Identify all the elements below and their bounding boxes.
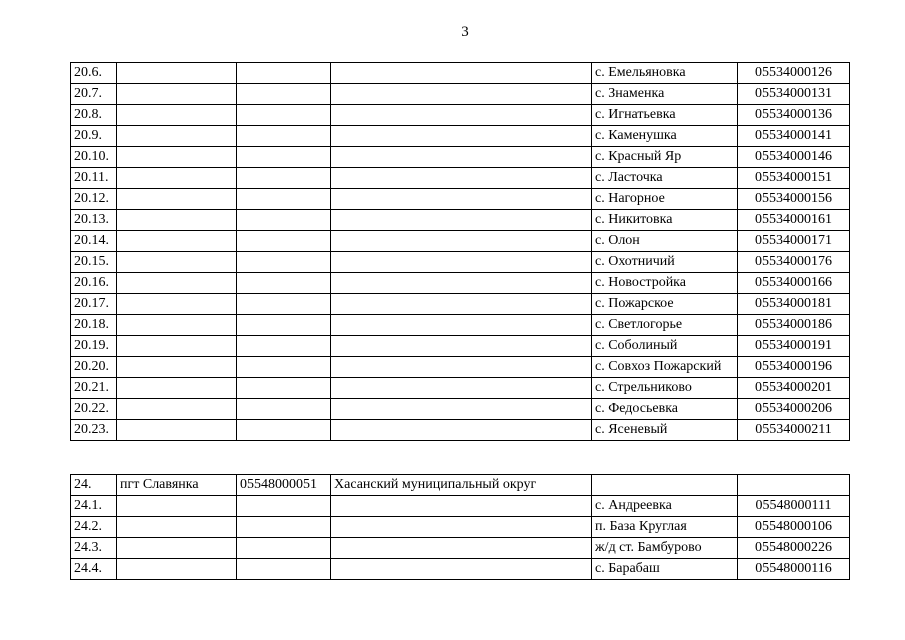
empty-cell [117,252,237,273]
row-number: 20.16. [71,273,117,294]
table-row [71,210,850,231]
empty-cell [738,475,850,496]
empty-cell [117,210,237,231]
settlement-name: с. Федосьевка [592,399,738,420]
empty-cell [331,126,592,147]
row-number: 20.6. [71,63,117,84]
empty-cell [331,517,592,538]
row-number: 20.20. [71,357,117,378]
settlement-name: с. Олон [592,231,738,252]
empty-cell [117,559,237,580]
empty-cell [331,168,592,189]
table-row [71,273,850,294]
table-row [71,84,850,105]
empty-cell [331,420,592,441]
empty-cell [331,84,592,105]
empty-cell [117,63,237,84]
settlement-name: с. Ясеневый [592,420,738,441]
row-number: 20.11. [71,168,117,189]
empty-cell [117,538,237,559]
empty-cell [331,252,592,273]
empty-cell [237,63,331,84]
settlement-name: с. Барабаш [592,559,738,580]
table-row [71,559,850,580]
table-row [71,168,850,189]
oktmo-code: 05534000181 [738,294,850,315]
oktmo-code: 05548000111 [738,496,850,517]
settlement-name: п. База Круглая [592,517,738,538]
empty-cell [331,210,592,231]
empty-cell [331,147,592,168]
oktmo-code: 05548000106 [738,517,850,538]
oktmo-code: 05534000141 [738,126,850,147]
settlement-name: с. Никитовка [592,210,738,231]
empty-cell [237,273,331,294]
empty-cell [237,496,331,517]
table-row [71,189,850,210]
empty-cell [237,84,331,105]
empty-cell [117,84,237,105]
row-number: 20.22. [71,399,117,420]
empty-cell [117,420,237,441]
oktmo-code: 05534000126 [738,63,850,84]
empty-cell [117,189,237,210]
empty-cell [331,231,592,252]
page-number: 3 [461,24,469,40]
table-row [71,105,850,126]
empty-cell [237,126,331,147]
empty-cell [237,210,331,231]
empty-cell [237,538,331,559]
table-row [71,63,850,84]
empty-cell [117,399,237,420]
empty-cell [331,273,592,294]
row-number: 20.21. [71,378,117,399]
settlement-name: с. Охотничий [592,252,738,273]
oktmo-code: 05534000176 [738,252,850,273]
empty-cell [117,126,237,147]
settlement-name: ж/д ст. Бамбурово [592,538,738,559]
settlement-name: с. Пожарское [592,294,738,315]
row-number: 20.7. [71,84,117,105]
oktmo-code: 05534000156 [738,189,850,210]
settlement-name: с. Совхоз Пожарский [592,357,738,378]
table-row [71,399,850,420]
settlement-name: с. Каменушка [592,126,738,147]
empty-cell [117,336,237,357]
empty-cell [331,336,592,357]
settlements-table-body [71,475,850,580]
empty-cell [331,378,592,399]
oktmo-code: 05548000116 [738,559,850,580]
oktmo-code: 05534000171 [738,231,850,252]
settlement-name: с. Емельяновка [592,63,738,84]
table-row [71,357,850,378]
row-number: 20.18. [71,315,117,336]
table-row [71,420,850,441]
empty-cell [331,189,592,210]
oktmo-code: 05534000196 [738,357,850,378]
oktmo-code: 05534000211 [738,420,850,441]
empty-cell [117,517,237,538]
empty-cell [331,559,592,580]
table-row [71,336,850,357]
oktmo-code: 05534000161 [738,210,850,231]
oktmo-code: 05534000201 [738,378,850,399]
settlement-name: с. Новостройка [592,273,738,294]
row-number: 20.10. [71,147,117,168]
settlements-table-district-20 [70,62,850,441]
empty-cell [237,336,331,357]
table-row [71,538,850,559]
empty-cell [237,168,331,189]
admin-center-name: пгт Славянка [117,475,237,496]
empty-cell [117,168,237,189]
empty-cell [237,315,331,336]
empty-cell [592,475,738,496]
row-number: 20.9. [71,126,117,147]
empty-cell [331,538,592,559]
district-header-row [71,475,850,496]
empty-cell [237,399,331,420]
settlements-table-body [71,63,850,441]
row-number: 24. [71,475,117,496]
oktmo-code: 05534000131 [738,84,850,105]
oktmo-code: 05548000226 [738,538,850,559]
empty-cell [237,294,331,315]
empty-cell [237,105,331,126]
empty-cell [237,378,331,399]
empty-cell [237,559,331,580]
table-row [71,496,850,517]
empty-cell [237,517,331,538]
settlement-name: с. Светлогорье [592,315,738,336]
settlement-name: с. Игнатьевка [592,105,738,126]
empty-cell [117,496,237,517]
oktmo-code: 05534000136 [738,105,850,126]
table-row [71,294,850,315]
settlement-name: с. Андреевка [592,496,738,517]
admin-center-code: 05548000051 [237,475,331,496]
empty-cell [331,315,592,336]
oktmo-code: 05534000166 [738,273,850,294]
row-number: 24.1. [71,496,117,517]
empty-cell [237,189,331,210]
empty-cell [331,294,592,315]
empty-cell [117,315,237,336]
empty-cell [237,147,331,168]
oktmo-code: 05534000191 [738,336,850,357]
row-number: 24.2. [71,517,117,538]
oktmo-code: 05534000186 [738,315,850,336]
empty-cell [331,63,592,84]
table-row [71,378,850,399]
row-number: 20.17. [71,294,117,315]
settlements-table-district-24 [70,474,850,580]
empty-cell [331,399,592,420]
empty-cell [117,378,237,399]
table-row [71,252,850,273]
table-row [71,126,850,147]
empty-cell [117,147,237,168]
settlement-name: с. Стрельниково [592,378,738,399]
empty-cell [117,273,237,294]
settlement-name: с. Соболиный [592,336,738,357]
empty-cell [117,294,237,315]
empty-cell [237,357,331,378]
table-row [71,517,850,538]
oktmo-code: 05534000206 [738,399,850,420]
district-name: Хасанский муниципальный округ [331,475,592,496]
row-number: 20.13. [71,210,117,231]
empty-cell [237,231,331,252]
empty-cell [331,357,592,378]
empty-cell [117,357,237,378]
empty-cell [331,496,592,517]
row-number: 24.4. [71,559,117,580]
settlement-name: с. Знаменка [592,84,738,105]
row-number: 20.12. [71,189,117,210]
row-number: 24.3. [71,538,117,559]
empty-cell [331,105,592,126]
table-row [71,231,850,252]
empty-cell [237,420,331,441]
settlement-name: с. Нагорное [592,189,738,210]
settlement-name: с. Ласточка [592,168,738,189]
empty-cell [117,231,237,252]
empty-cell [117,105,237,126]
settlement-name: с. Красный Яр [592,147,738,168]
row-number: 20.8. [71,105,117,126]
row-number: 20.19. [71,336,117,357]
row-number: 20.15. [71,252,117,273]
row-number: 20.14. [71,231,117,252]
oktmo-code: 05534000151 [738,168,850,189]
table-row [71,147,850,168]
oktmo-code: 05534000146 [738,147,850,168]
row-number: 20.23. [71,420,117,441]
empty-cell [237,252,331,273]
table-row [71,315,850,336]
